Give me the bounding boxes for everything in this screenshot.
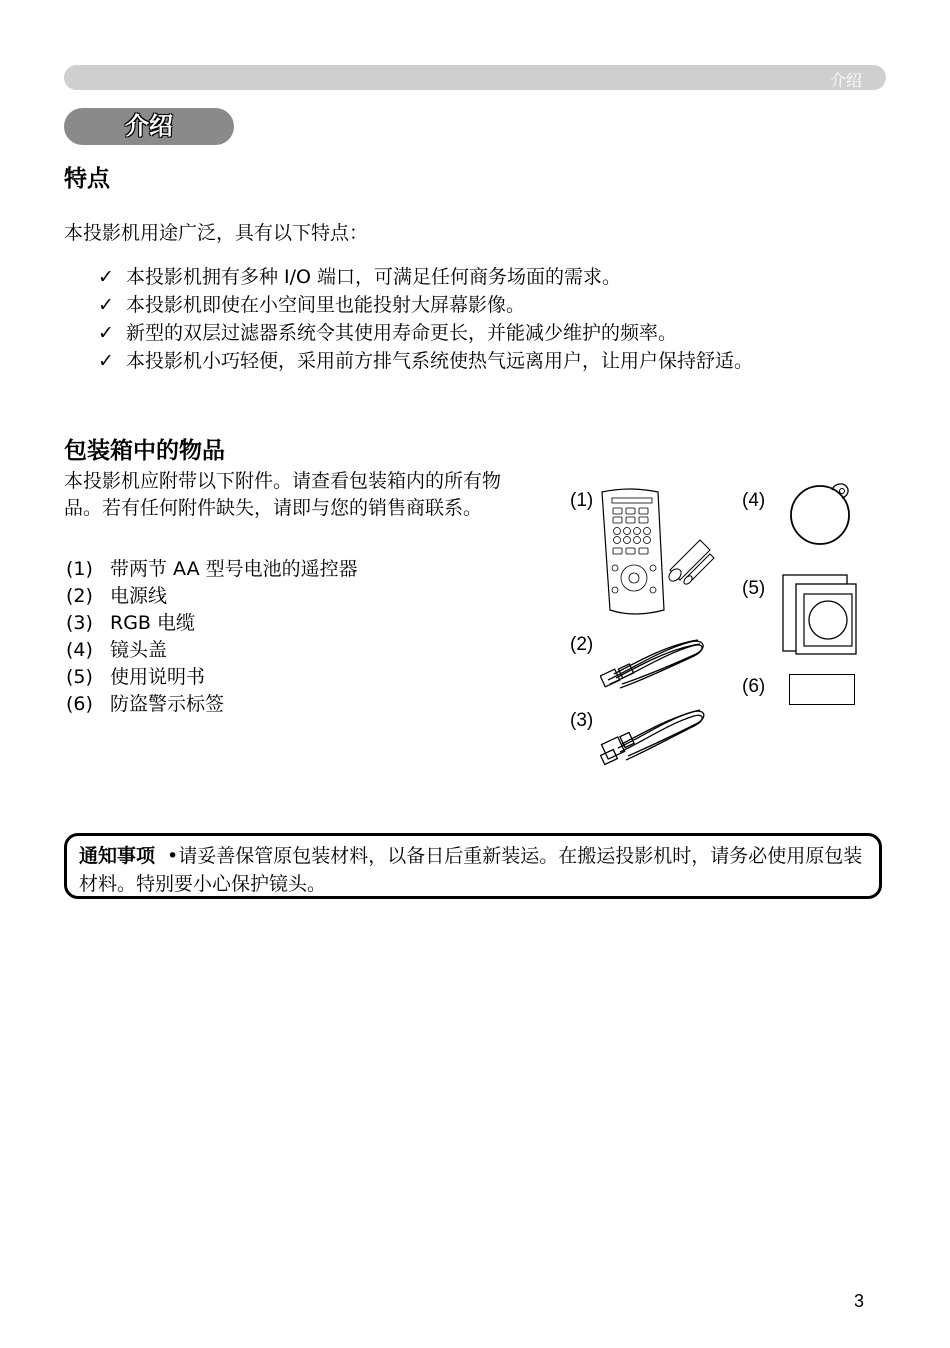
- figure-label-4: (4): [742, 490, 766, 511]
- item-label: 电源线: [110, 585, 168, 607]
- feature-item: [98, 319, 753, 347]
- feature-item: [98, 263, 753, 291]
- item-number: (1): [66, 558, 93, 580]
- contents-item: [66, 637, 358, 664]
- check-icon: ✓: [98, 322, 114, 344]
- item-number: (4): [66, 639, 93, 661]
- feature-text: 本投影机即使在小空间里也能投射大屏幕影像。: [126, 294, 526, 316]
- feature-item: [98, 291, 753, 319]
- manual-icon: [780, 572, 860, 658]
- contents-item: [66, 610, 358, 637]
- figure-label-3: (3): [570, 710, 594, 731]
- check-icon: ✓: [98, 350, 114, 372]
- item-label: 带两节 AA 型号电池的遥控器: [110, 558, 358, 580]
- item-number: (2): [66, 585, 93, 607]
- contents-description: 本投影机应附带以下附件。请查看包装箱内的所有物品。若有任何附件缺失，请即与您的销售商联系。: [64, 470, 502, 519]
- header-title: 介绍: [829, 71, 862, 90]
- remote-control-icon: [596, 486, 718, 618]
- item-label: 使用说明书: [110, 666, 206, 688]
- power-cord-icon: [600, 630, 710, 692]
- item-number: (5): [66, 666, 93, 688]
- features-intro: 本投影机用途广泛，具有以下特点：: [64, 222, 369, 244]
- contents-item: [66, 664, 358, 691]
- item-label: 防盗警示标签: [110, 693, 225, 715]
- rgb-cable-icon: [600, 704, 710, 766]
- lens-cap-icon: [786, 480, 856, 548]
- features-heading: 特点: [64, 166, 110, 192]
- contents-item: [66, 556, 358, 583]
- figure-label-1: (1): [570, 490, 594, 511]
- check-icon: ✓: [98, 266, 114, 288]
- contents-list: [66, 556, 358, 718]
- feature-text: 本投影机拥有多种 I/O 端口，可满足任何商务场面的需求。: [126, 266, 622, 288]
- item-number: (3): [66, 612, 93, 634]
- notice-box: [64, 833, 882, 899]
- item-label: 镜头盖: [110, 639, 168, 661]
- figure-label-5: (5): [742, 578, 766, 599]
- contents-heading: 包装箱中的物品: [64, 438, 225, 464]
- contents-item: [66, 583, 358, 610]
- notice-label: 通知事项: [79, 845, 156, 867]
- item-number: (6): [66, 693, 93, 715]
- notice-text: •请妥善保管原包装材料，以备日后重新装运。在搬运投影机时，请务必使用原包装材料。特别要小心保护镜头。: [79, 845, 863, 895]
- item-label: RGB 电缆: [110, 612, 195, 634]
- contents-item: [66, 691, 358, 718]
- feature-text: 新型的双层过滤器系统令其使用寿命更长，并能减少维护的频率。: [126, 322, 678, 344]
- feature-item: [98, 347, 753, 375]
- page-number: 3: [854, 1291, 865, 1311]
- security-label-icon: [789, 674, 855, 705]
- figure-label-6: (6): [742, 676, 766, 697]
- figure-label-2: (2): [570, 634, 594, 655]
- section-tab-label: 介绍: [125, 112, 173, 140]
- section-tab: [64, 108, 234, 145]
- feature-list: [98, 263, 753, 375]
- feature-text: 本投影机小巧轻便，采用前方排气系统使热气远离用户，让用户保持舒适。: [126, 350, 754, 372]
- notice-paragraph: [79, 842, 867, 898]
- check-icon: ✓: [98, 294, 114, 316]
- header-bar: [64, 65, 886, 90]
